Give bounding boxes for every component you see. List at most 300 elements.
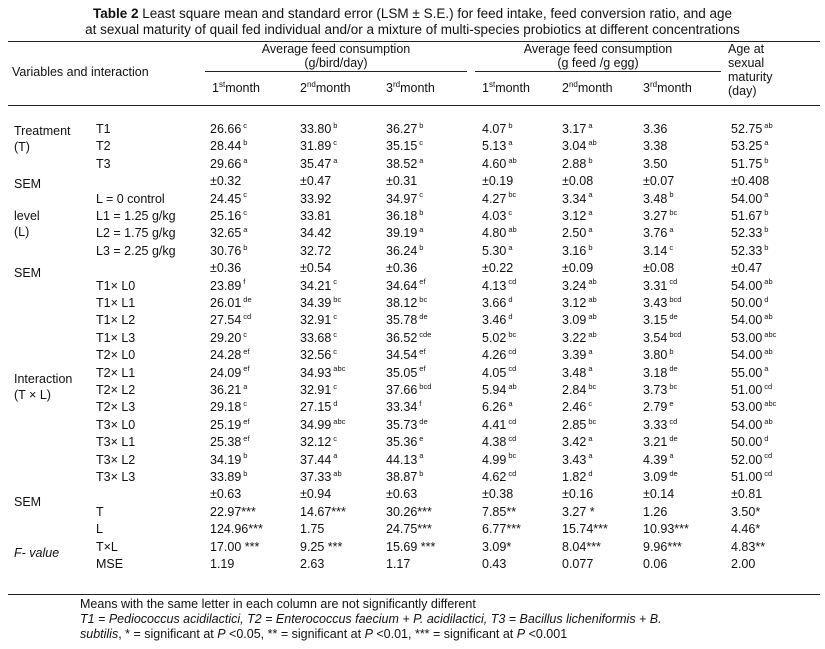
table-cell	[731, 138, 768, 154]
cell-value: 36.52	[386, 330, 418, 345]
age-line-1: Age at	[728, 42, 765, 56]
table-cell	[482, 156, 517, 172]
cell-letters: ef	[243, 347, 250, 357]
table-cell	[643, 347, 674, 363]
cell-value: 3.12	[562, 209, 587, 223]
cell-value: 38.52	[386, 156, 418, 171]
table-cell	[562, 260, 595, 276]
cell-letters: a	[243, 155, 248, 165]
cell-value: 4.39	[643, 452, 668, 467]
cell-value: 0.06	[643, 557, 668, 571]
cell-value: 4.26	[482, 348, 507, 363]
cell-value: 2.00	[731, 557, 756, 571]
cell-value: ±0.19	[482, 174, 514, 189]
caption-line-2: at sexual maturity of quail fed individual and/or a mixture of multi-species probiotics at different concentrations	[85, 22, 740, 37]
cell-letters: ab	[508, 381, 517, 391]
cell-value: 38.87	[386, 470, 418, 484]
cell-value: 3.66	[482, 296, 507, 310]
cell-value: 54.00	[731, 417, 763, 432]
cell-value: 3.27 *	[562, 504, 595, 519]
table-cell	[210, 434, 250, 450]
table-cell	[643, 504, 669, 520]
cell-letters: c	[508, 207, 513, 217]
cell-letters: cd	[764, 468, 773, 478]
cell-letters: ef	[419, 277, 426, 287]
table-cell	[562, 382, 596, 398]
table-cell	[482, 434, 516, 450]
cell-value: 34.99	[300, 417, 332, 432]
table-cell	[386, 191, 423, 207]
cell-letters: ab	[508, 155, 517, 165]
feed-month-2-header	[300, 80, 351, 96]
cell-letters: b	[764, 225, 769, 235]
table-cell	[482, 138, 513, 154]
table-cell	[643, 191, 674, 207]
table-cell	[386, 278, 426, 294]
cell-letters: cd	[508, 277, 517, 287]
table-cell	[482, 208, 512, 224]
table-cell	[562, 243, 593, 259]
table-cell	[731, 365, 768, 381]
cell-letters: b	[588, 155, 593, 165]
cell-value: 52.00	[731, 452, 763, 467]
cell-letters: b	[419, 242, 424, 252]
table-cell	[300, 365, 345, 381]
table-cell	[300, 173, 333, 189]
table-cell	[386, 138, 423, 154]
cell-letters: c	[669, 242, 674, 252]
table-cell	[482, 486, 515, 502]
caption-label: Table 2	[92, 6, 139, 21]
row-label: T2× L1	[96, 365, 136, 380]
cell-value: 34.19	[210, 452, 242, 467]
cell-value: 51.00	[731, 470, 763, 484]
cell-value: 36.18	[386, 209, 418, 223]
feed-month-3-word: month	[400, 81, 435, 95]
table-cell	[210, 278, 245, 294]
cell-value: 2.50	[562, 226, 587, 241]
cell-value: 3.15	[643, 313, 668, 328]
cell-letters: b	[419, 120, 424, 130]
cell-value: 3.09	[562, 313, 587, 328]
table-cell	[300, 347, 337, 363]
group-label-sem-2: SEM	[14, 266, 42, 280]
cell-letters: ef	[243, 364, 250, 374]
cell-value: 4.60	[482, 156, 507, 171]
table-cell	[386, 539, 437, 555]
table-cell	[386, 521, 434, 537]
age-line-3: maturity	[728, 70, 773, 84]
caption-text-1: Least square mean and standard error (LSM ± S.E.) for feed intake, feed conversion ratio, and age	[138, 6, 733, 21]
cell-value: 9.96***	[643, 539, 682, 554]
cell-value: 32.91	[300, 313, 332, 328]
table-cell	[210, 539, 261, 555]
cell-letters: ef	[419, 347, 426, 357]
table-cell	[482, 469, 516, 485]
cell-value: 6.26	[482, 400, 507, 415]
cell-value: 29.18	[210, 400, 242, 415]
cell-value: 5.13	[482, 139, 507, 154]
table-cell	[300, 260, 333, 276]
cell-value: 34.21	[300, 278, 332, 293]
table-cell	[210, 173, 243, 189]
table-cell	[731, 539, 767, 555]
cell-value: 36.24	[386, 243, 418, 258]
table-cell	[643, 278, 677, 294]
table-cell	[300, 156, 337, 172]
cell-letters: b	[419, 468, 424, 478]
cell-value: 31.89	[300, 139, 332, 154]
fcr-month-2-header	[562, 80, 613, 96]
cell-letters: a	[764, 364, 769, 374]
cell-value: ±0.09	[562, 261, 594, 276]
cell-value: 3.18	[643, 365, 668, 380]
cell-value: 50.00	[731, 435, 763, 450]
table-cell	[386, 225, 423, 241]
cell-value: 27.54	[210, 313, 242, 328]
group-label-sem-3: SEM	[14, 495, 42, 509]
table-cell	[210, 486, 243, 502]
cell-letters: c	[333, 329, 338, 339]
cell-value: ±0.47	[300, 174, 332, 189]
footnote-subtilis: subtilis	[80, 627, 119, 641]
table-cell	[482, 260, 515, 276]
feed-month-1-num: 1	[212, 81, 219, 95]
cell-value: 33.68	[300, 330, 332, 345]
cell-letters: de	[669, 434, 678, 444]
cell-letters: de	[669, 364, 678, 374]
cell-letters: b	[419, 207, 424, 217]
cell-value: 3.16	[562, 243, 587, 258]
cell-value: 35.05	[386, 365, 418, 380]
cell-value: 24.45	[210, 191, 242, 206]
cell-value: 55.00	[731, 365, 763, 380]
feed-month-1-word: month	[225, 81, 260, 95]
cell-letters: cd	[243, 312, 252, 322]
cell-value: 8.04***	[562, 539, 601, 554]
table-cell	[731, 295, 768, 311]
cell-value: 10.93***	[643, 522, 689, 537]
cell-value: 2.63	[300, 557, 325, 571]
cell-letters: cde	[419, 329, 432, 339]
cell-value: 3.09*	[482, 539, 512, 554]
table-cell	[731, 243, 768, 259]
cell-value: 51.67	[731, 209, 763, 223]
cell-value: 33.89	[210, 470, 242, 484]
cell-letters: a	[243, 381, 248, 391]
table-cell	[562, 521, 610, 537]
cell-value: ±0.36	[386, 261, 418, 276]
row-label: T3× L1	[96, 435, 136, 450]
table-cell	[643, 243, 673, 259]
table-cell	[731, 173, 771, 189]
group-label-interaction	[14, 371, 72, 403]
cell-letters: a	[419, 155, 424, 165]
cell-value: 53.25	[731, 139, 763, 154]
fcr-month-2-word: month	[577, 81, 613, 95]
cell-value: 34.93	[300, 365, 332, 380]
table-cell	[482, 556, 508, 572]
table-cell	[562, 365, 593, 381]
cell-letters: bc	[508, 329, 517, 339]
cell-value: ±0.81	[731, 487, 763, 502]
cell-letters: cd	[508, 468, 517, 478]
cell-letters: ab	[508, 225, 517, 235]
variables-header: Variables and interaction	[12, 65, 149, 79]
cell-value: 1.17	[386, 557, 411, 571]
table-cell	[482, 452, 516, 468]
cell-letters: bc	[669, 381, 678, 391]
table-cell	[210, 521, 265, 537]
feed-month-1-sup: st	[218, 79, 226, 89]
cell-value: 4.03	[482, 209, 507, 223]
cell-letters: ab	[764, 120, 773, 130]
table-cell	[643, 417, 677, 433]
cell-letters: cd	[669, 416, 678, 426]
cell-value: 54.00	[731, 313, 763, 328]
cell-value: 35.73	[386, 417, 418, 432]
cell-value: 36.21	[210, 383, 242, 397]
cell-letters: a	[419, 451, 424, 461]
cell-letters: ab	[588, 277, 597, 287]
cell-letters: a	[588, 451, 593, 461]
table-cell	[210, 295, 252, 311]
cell-value: 3.80	[643, 348, 668, 363]
cell-letters: b	[669, 347, 674, 357]
cell-value: 3.33	[643, 417, 668, 432]
table-cell	[643, 556, 669, 572]
table-cell	[643, 208, 677, 224]
footnote-line-1: Means with the same letter in each column are not significantly different	[80, 597, 476, 611]
rule-header-bottom	[8, 105, 820, 106]
cell-letters: cd	[764, 451, 773, 461]
cell-value: 25.16	[210, 209, 242, 223]
cell-value: 32.56	[300, 348, 332, 363]
cell-value: ±0.22	[482, 261, 514, 276]
table-cell	[643, 469, 678, 485]
cell-value: 52.33	[731, 226, 763, 241]
group-label-treatment-l1: Treatment	[14, 124, 71, 138]
table-cell	[731, 399, 776, 415]
table-cell	[210, 452, 247, 468]
cell-letters: b	[764, 242, 769, 252]
cell-letters: a	[588, 225, 593, 235]
footnote-sig-3: <0.01, *** = significant at	[372, 627, 517, 641]
cell-value: 1.82	[562, 470, 587, 484]
cell-value: 4.80	[482, 226, 507, 241]
table-cell	[562, 556, 595, 572]
cell-value: 32.91	[300, 383, 332, 397]
cell-value: 29.66	[210, 156, 242, 171]
table-cell	[643, 295, 681, 311]
cell-value: 15.74***	[562, 522, 608, 537]
table-cell	[300, 121, 337, 137]
cell-value: 54.00	[731, 348, 763, 363]
table-cell	[562, 121, 593, 137]
cell-value: 14.67***	[300, 504, 346, 519]
table-cell	[300, 486, 333, 502]
cell-letters: c	[243, 329, 248, 339]
cell-value: 2.85	[562, 417, 587, 432]
table-cell	[210, 138, 247, 154]
cell-value: 4.41	[482, 417, 507, 432]
table-cell	[386, 156, 423, 172]
fcr-month-2-sup: nd	[568, 79, 578, 89]
cell-value: 3.31	[643, 278, 668, 293]
cell-value: 1.26	[643, 504, 668, 519]
row-label: L2 = 1.75 g/kg	[96, 226, 176, 241]
cell-value: 34.54	[386, 348, 418, 363]
table-cell	[300, 295, 341, 311]
cell-value: 124.96***	[210, 522, 263, 537]
cell-value: 24.75***	[386, 522, 432, 537]
table-cell	[386, 417, 428, 433]
cell-value: 53.00	[731, 400, 763, 415]
table-cell	[210, 347, 250, 363]
cell-value: 33.92	[300, 191, 332, 206]
table-cell	[643, 521, 691, 537]
cell-value: ±0.36	[210, 261, 242, 276]
table-cell	[210, 191, 247, 207]
cell-letters: ab	[588, 312, 597, 322]
fcr-month-3-num: 3	[643, 81, 650, 95]
table-cell	[643, 121, 669, 137]
table-caption	[0, 6, 825, 38]
row-label: T3× L0	[96, 417, 136, 432]
cell-value: 9.25 ***	[300, 539, 343, 554]
table-cell	[562, 452, 593, 468]
table-cell	[386, 173, 419, 189]
cell-letters: d	[333, 399, 338, 409]
table-cell	[482, 521, 523, 537]
cell-value: ±0.54	[300, 261, 332, 276]
cell-letters: a	[764, 138, 769, 148]
table-cell	[643, 173, 676, 189]
cell-value: 30.76	[210, 243, 242, 258]
table-cell	[210, 260, 243, 276]
cell-letters: ab	[764, 347, 773, 357]
cell-value: 3.39	[562, 348, 587, 363]
cell-letters: cd	[508, 347, 517, 357]
cell-value: ±0.408	[731, 174, 770, 189]
fcr-month-1-num: 1	[482, 81, 489, 95]
table-cell	[731, 208, 768, 224]
cell-value: 32.12	[300, 435, 332, 450]
cell-letters: bcd	[669, 294, 682, 304]
feed-group-line-2: (g/bird/day)	[304, 56, 368, 70]
cell-letters: cd	[508, 416, 517, 426]
cell-letters: a	[508, 138, 513, 148]
cell-value: 1.19	[210, 557, 235, 571]
age-line-2: sexual	[728, 56, 765, 70]
cell-letters: f	[419, 399, 422, 409]
table-cell	[562, 278, 597, 294]
caption-line-1	[0, 6, 825, 22]
cell-letters: b	[243, 451, 248, 461]
cell-letters: de	[243, 294, 252, 304]
cell-value: 34.42	[300, 226, 332, 241]
table-cell	[386, 330, 431, 346]
cell-value: 34.97	[386, 191, 418, 206]
feed-group-line-1: Average feed consumption	[261, 42, 411, 56]
cell-letters: ef	[243, 434, 250, 444]
feed-group-header	[205, 42, 467, 70]
cell-letters: ab	[588, 294, 597, 304]
table-cell	[731, 434, 768, 450]
cell-value: 3.46	[482, 313, 507, 328]
footnote-line-3	[80, 627, 567, 642]
cell-value: 33.34	[386, 400, 418, 415]
cell-letters: a	[764, 190, 769, 200]
row-label: T2× L2	[96, 383, 136, 397]
cell-value: 3.54	[643, 330, 668, 345]
cell-value: 3.12	[562, 296, 587, 310]
footnote-sig-1: , * = significant at	[118, 627, 218, 641]
row-label: T	[96, 504, 104, 519]
table-cell	[562, 504, 597, 520]
table-cell	[210, 208, 247, 224]
table-cell	[482, 347, 516, 363]
rule-feed-group	[205, 71, 467, 72]
cell-letters: ef	[243, 416, 250, 426]
cell-value: 22.97***	[210, 504, 256, 519]
row-label: T1× L0	[96, 278, 136, 293]
cell-value: 4.46*	[731, 522, 761, 537]
table-cell	[731, 312, 773, 328]
footnote-line-2: T1 = Pediococcus acidilactici, T2 = Enterococcus faecium + P. acidilactici, T3 = Bacillus licheniformis + B.	[80, 612, 662, 626]
cell-value: 35.78	[386, 313, 418, 328]
table-cell	[562, 173, 595, 189]
feed-month-2-sup: nd	[306, 79, 316, 89]
cell-letters: ef	[419, 364, 426, 374]
row-label: L = 0 control	[96, 191, 165, 206]
cell-value: 30.26***	[386, 504, 432, 519]
cell-value: 2.46	[562, 400, 587, 415]
cell-value: 2.79	[643, 400, 668, 415]
table-cell	[643, 330, 681, 346]
cell-letters: abc	[333, 364, 346, 374]
row-label: L	[96, 522, 103, 537]
cell-letters: c	[588, 399, 593, 409]
table-cell	[562, 347, 593, 363]
rule-fcr-group	[475, 71, 721, 72]
table-cell	[731, 347, 773, 363]
footnote-p-1: P	[217, 627, 226, 641]
cell-value: ±0.07	[643, 174, 675, 189]
cell-value: 35.15	[386, 139, 418, 154]
table-cell	[386, 260, 419, 276]
table-cell	[562, 208, 593, 224]
footnote-end: <0.001	[525, 627, 568, 641]
fcr-month-1-word: month	[495, 81, 530, 95]
cell-letters: ab	[588, 138, 597, 148]
cell-value: 34.64	[386, 278, 418, 293]
cell-value: 3.22	[562, 330, 587, 345]
cell-value: 26.01	[210, 296, 242, 310]
table-cell	[643, 225, 674, 241]
group-label-sem-1: SEM	[14, 177, 42, 191]
feed-month-2-num: 2	[300, 81, 307, 95]
table-cell	[482, 399, 513, 415]
table-cell	[731, 382, 772, 398]
table-cell	[386, 399, 421, 415]
footnote-p-2: P	[364, 627, 373, 641]
table-cell	[300, 469, 342, 485]
cell-value: 0.077	[562, 557, 594, 571]
cell-value: 4.83**	[731, 539, 766, 554]
cell-value: ±0.63	[210, 487, 242, 502]
table-cell	[643, 452, 674, 468]
